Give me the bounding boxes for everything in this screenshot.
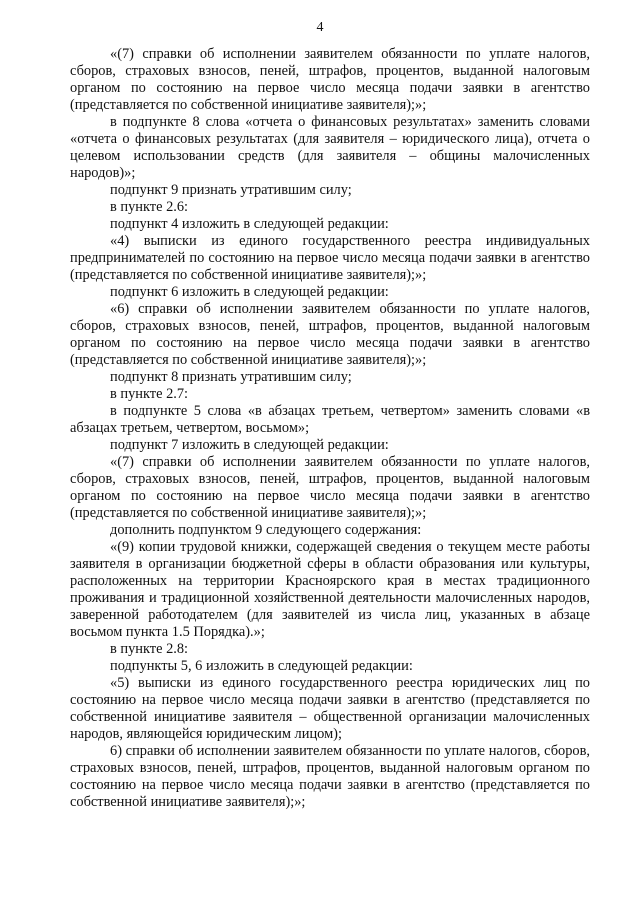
paragraph: подпункт 4 изложить в следующей редакции: <box>110 216 389 232</box>
paragraph: в подпункте 5 слова «в абзацах третьем, четвертом» заменить словами «в абзацах третьем, четвертом, восьмом»; <box>70 403 590 436</box>
paragraph: подпункт 9 признать утратившим силу; <box>110 182 352 198</box>
paragraph: в пункте 2.6: <box>110 199 189 215</box>
document-body <box>70 46 590 811</box>
paragraph: «(9) копии трудовой книжки, содержащей сведения о текущем месте работы заявителя в организации бюджетной сферы в области образования или культуры, расположенных на территории Красноярского края в местах традиционного проживания и традиционной хозяйственной деятельности малочисленных народов, заверенной работодателем (для заявителей из числа лиц, указанных в абзаце восьмом пункта 1.5 Порядка).»; <box>70 539 590 640</box>
paragraph: в пункте 2.7: <box>110 386 189 402</box>
paragraph: подпункты 5, 6 изложить в следующей редакции: <box>110 658 413 674</box>
paragraph: «(7) справки об исполнении заявителем обязанности по уплате налогов, сборов, страховых взносов, пеней, штрафов, процентов, выданной налоговым органом по состоянию на первое число месяца подачи заявки в агентство (представляется по собственной инициативе заявителя);»; <box>70 46 590 113</box>
page-number: 4 <box>316 20 324 35</box>
paragraph: подпункт 7 изложить в следующей редакции: <box>110 437 389 453</box>
paragraph: «(7) справки об исполнении заявителем обязанности по уплате налогов, сборов, страховых взносов, пеней, штрафов, процентов, выданной налоговым органом по состоянию на первое число месяца подачи заявки в агентство (представляется по собственной инициативе заявителя);»; <box>70 454 590 521</box>
paragraph: подпункт 8 признать утратившим силу; <box>110 369 352 385</box>
paragraph: в подпункте 8 слова «отчета о финансовых результатах» заменить словами «отчета о финансовых результатах (для заявителя – юридического лица), отчета о целевом использовании средств (для заявителя – общины малочисленных народов)»; <box>70 114 590 181</box>
paragraph: «4) выписки из единого государственного реестра индивидуальных предпринимателей по состоянию на первое число месяца подачи заявки в агентство (представляется по собственной инициативе заявителя);»; <box>70 233 590 283</box>
paragraph: подпункт 6 изложить в следующей редакции: <box>110 284 389 300</box>
paragraph: 6) справки об исполнении заявителем обязанности по уплате налогов, сборов, страховых взносов, пеней, штрафов, процентов, выданной налоговым органом по состоянию на первое число месяца подачи заявки в агентство (представляется по собственной инициативе заявителя);»; <box>70 743 590 810</box>
paragraph: «6) справки об исполнении заявителем обязанности по уплате налогов, сборов, страховых взносов, пеней, штрафов, процентов, выданной налоговым органом по состоянию на первое число месяца подачи заявки в агентство (представляется по собственной инициативе заявителя);»; <box>70 301 590 368</box>
paragraph: дополнить подпунктом 9 следующего содержания: <box>110 522 422 538</box>
paragraph: «5) выписки из единого государственного реестра юридических лиц по состоянию на первое число месяца подачи заявки в агентство (представляется по собственной инициативе заявителя – общественной организации малочисленных народов, являющейся юридическим лицом); <box>70 675 590 742</box>
paragraph: в пункте 2.8: <box>110 641 189 657</box>
